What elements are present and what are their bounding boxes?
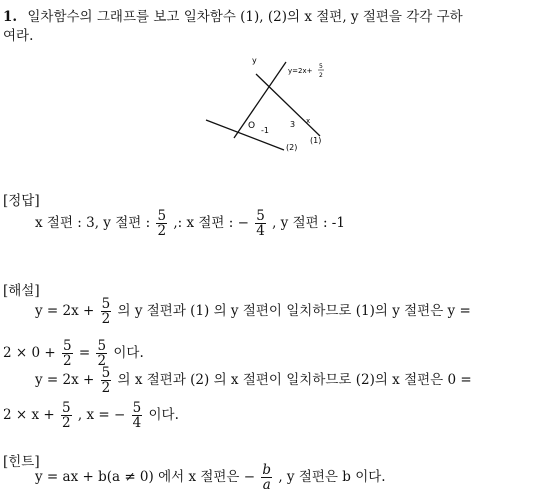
linear-function-graph — [200, 52, 340, 152]
problem-line-1 — [3, 5, 463, 25]
answer-frac-2: $\frac{5}{4}$ — [256, 208, 265, 240]
line-2 — [206, 120, 284, 150]
answer-text-2: ,: x 절편 : − — [173, 215, 249, 232]
tick-neg1-label: -1 — [261, 126, 269, 135]
problem-number: 1. — [3, 9, 18, 25]
answer-text-3: , y 절편 : -1 — [272, 215, 345, 232]
x-axis-label: x — [306, 117, 311, 125]
line-equation-frac-den: 2 — [319, 72, 323, 79]
tick-3-label: 3 — [290, 120, 296, 129]
answer-line — [35, 209, 345, 238]
answer-frac-1: $\frac{5}{2}$ — [157, 208, 167, 240]
line-equation-label: y=2x+ — [288, 67, 313, 75]
answer-text-1: x 절편 : 3, y 절편 : — [35, 215, 151, 232]
line-2-label: (2) — [286, 143, 298, 152]
origin-label: O — [248, 121, 256, 131]
y-axis-label: y — [252, 56, 257, 65]
explanation-line-3: y = 2x + $\frac{5}{2}$ 의 x 절편과 (2) 의 x 절편이 일치하므로 (2)의 x 절편은 0 = — [35, 365, 472, 397]
explanation-header: [해설] — [3, 283, 40, 299]
answer-header: [정답] — [3, 193, 40, 209]
line-equation-frac-num: 5 — [319, 63, 323, 70]
explanation-line-2: 2 × 0 + $\frac{5}{2}$ = $\frac{5}{2}$ 이다. — [3, 338, 144, 370]
problem-line-2: 여라. — [3, 28, 34, 44]
y-axis-line — [234, 62, 286, 138]
explanation-line-1: y = 2x + $\frac{5}{2}$ 의 y 절편과 (1) 의 y 절편이 일치하므로 (1)의 y 절편은 y = — [35, 296, 471, 328]
hint-line: y = ax + b(a ≠ 0) 에서 x 절편은 − $\frac{b}{a}$ , y 절편은 b 이다. — [35, 462, 386, 494]
problem-text: 일차함수의 그래프를 보고 일차함수 (1), (2)의 x 절편, y 절편을 각각 구하 — [27, 9, 463, 25]
line-1-label: (1) — [310, 136, 322, 145]
explanation-line-4: 2 × x + $\frac{5}{2}$ , x = − $\frac{5}{4}$ 이다. — [3, 400, 179, 432]
hint-header: [힌트] — [3, 454, 40, 470]
